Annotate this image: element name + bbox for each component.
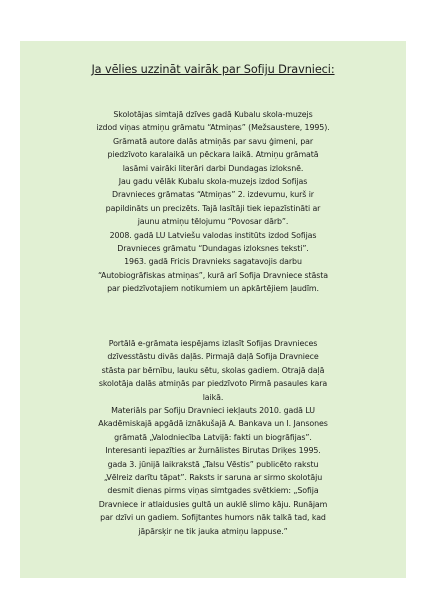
- text-line: Skolotājas simtajā dzīves gadā Kubalu skola-muzejs: [113, 110, 313, 119]
- text-line: Dravnieces grāmatu “Dundagas izloksnes teksti”.: [117, 244, 309, 254]
- text-line: gada 3. jūnijā laikrakstā „Talsu Vēstis” publicēto rakstu: [107, 459, 319, 469]
- text-line: laikā.: [202, 392, 224, 402]
- text-line: Interesanti iepazīties ar žurnālistes Birutas Driķes 1995.: [105, 446, 321, 456]
- text-line: Portālā e-grāmata iespējams izlasīt Sofijas Dravnieces: [108, 339, 318, 348]
- text-line: Dravniece ir atlaidusies gultā un auklē slimo kāju. Runājam: [98, 499, 328, 509]
- text-line: dzīvesstāstu divās daļās. Pirmajā daļā Sofija Dravniece: [107, 352, 319, 362]
- text-line: Dravnieces grāmatas “Atmiņas” 2. izdevumu, kurš ir: [112, 190, 314, 200]
- text-line: Grāmatā autore dalās atmiņās par savu ģimeni, par: [113, 136, 313, 146]
- text-line: “Autobiogrāfiskas atmiņas”, kurā arī Sofija Dravniece stāsta: [97, 270, 329, 280]
- text-line: Materiāls par Sofiju Dravnieci iekļauts 2010. gadā LU: [111, 406, 315, 416]
- text-line: Akadēmiskajā apgādā iznākušajā A. Bankava un I. Jansones: [98, 419, 328, 429]
- text-line: izdod viņas atmiņu grāmatu “Atmiņas” (Mežsaustere, 1995).: [96, 123, 330, 133]
- paragraph-atminas: [20, 108, 406, 296]
- text-line: jāpārsķir ne tik jauka atmiņu lappuse.”: [138, 526, 288, 536]
- text-line: par dzīvi un gadiem. Sofijtantes humors nāk talkā tad, kad: [100, 513, 326, 523]
- document-heading: Ja vēlies uzzināt vairāk par Sofiju Dravnieci:: [91, 63, 335, 76]
- text-line: stāsta par bērnību, lauku sētu, skolas gadiem. Otrajā daļā: [101, 365, 325, 375]
- text-line: lasāmi vairāki literāri darbi Dundagas izloksnē.: [122, 163, 304, 173]
- text-line: 1963. gadā Fricis Dravnieks sagatavojis darbu: [124, 257, 302, 267]
- text-line: Jau gadu vēlāk Kubalu skola-muzejs izdod Sofijas: [118, 177, 308, 187]
- text-line: par piedzīvotajiem notikumiem un apkārtējiem ļaudīm.: [107, 284, 319, 294]
- text-line: grāmatā „Valodniecība Latvijā: fakti un biogrāfijas”.: [114, 432, 312, 442]
- text-line: desmit dienas pirms viņas simtgades svētkiem: „Sofija: [107, 486, 319, 496]
- text-line: skolotāja dalās atmiņās par piedzīvoto Pirmā pasaules kara: [98, 379, 328, 389]
- paragraph-e-gramata: [20, 337, 406, 538]
- text-line: „Vēlreiz darītu tāpat”. Raksts ir saruna ar sirmo skolotāju: [103, 473, 323, 483]
- text-line: papildināts un precizēts. Tajā lasītāji tiek iepazīstināti ar: [105, 203, 321, 213]
- text-line: 2008. gadā LU Latviešu valodas institūts izdod Sofijas: [109, 230, 317, 240]
- text-line: jaunu atmiņu tēlojumu “Povosar dārb”.: [137, 217, 289, 227]
- text-line: piedzīvoto karalaikā un pēckara laikā. Atmiņu grāmatā: [107, 150, 319, 160]
